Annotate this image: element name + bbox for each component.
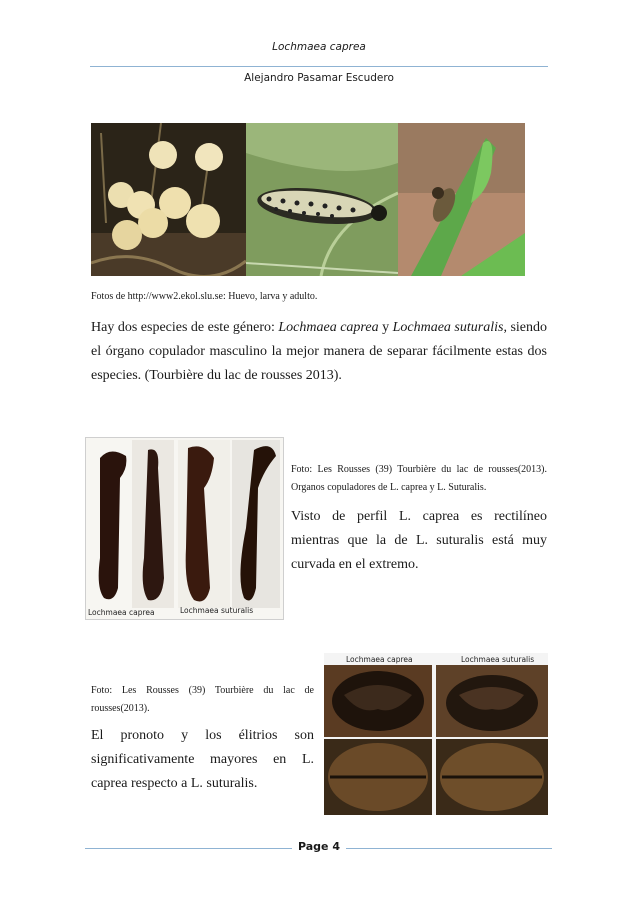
intro-text-2: , siendo el órgano copulador masculino la mejor manera de separar fácilmente estas dos especies. (Tourbière du lac de rousses 2013).: [91, 320, 547, 383]
document-author: Alejandro Pasamar Escudero: [244, 72, 394, 84]
intro-paragraph: [91, 316, 547, 388]
adult-photo: [398, 123, 525, 276]
species-caprea: Lochmaea caprea: [278, 320, 379, 335]
eggs-photo: [91, 123, 246, 276]
pronotum-description: El pronoto y los élitrios son significativamente mayores en L. caprea respecto a L. suturalis.: [91, 728, 314, 791]
photo-strip: [91, 123, 525, 276]
footer-rule-left: [85, 848, 292, 849]
page-number: Page 4: [297, 840, 340, 853]
species-suturalis: Lochmaea suturalis: [392, 320, 504, 335]
label-suturalis-2: Lochmaea suturalis: [461, 655, 535, 664]
intro-text-1: Hay dos especies de este género:: [91, 320, 279, 335]
header-rule: [90, 66, 548, 67]
photos-caption: Fotos de http://www2.ekol.slu.se: Huevo, larva y adulto.: [91, 291, 318, 302]
pronotum-elytra-image: [324, 653, 548, 815]
copulatory-description: Visto de perfil L. caprea es rectilíneo mientras que la de L. suturalis está muy curvada en el extremo.: [291, 509, 547, 572]
footer-rule-right: [346, 848, 552, 849]
copulatory-caption: Foto: Les Rousses (39) Tourbière du lac de rousses(2013). Organos copuladores de L. caprea y L. Suturalis.: [291, 464, 547, 493]
label-suturalis: Lochmaea suturalis: [180, 606, 254, 615]
document-title: Lochmaea caprea: [272, 41, 366, 53]
larva-photo: [246, 123, 398, 276]
intro-and: y: [378, 320, 393, 335]
copulatory-organs-image: [85, 437, 284, 620]
label-caprea-2: Lochmaea caprea: [346, 655, 413, 664]
label-caprea: Lochmaea caprea: [88, 608, 155, 617]
pronotum-caption: Foto: Les Rousses (39) Tourbière du lac de rousses(2013).: [91, 685, 314, 714]
